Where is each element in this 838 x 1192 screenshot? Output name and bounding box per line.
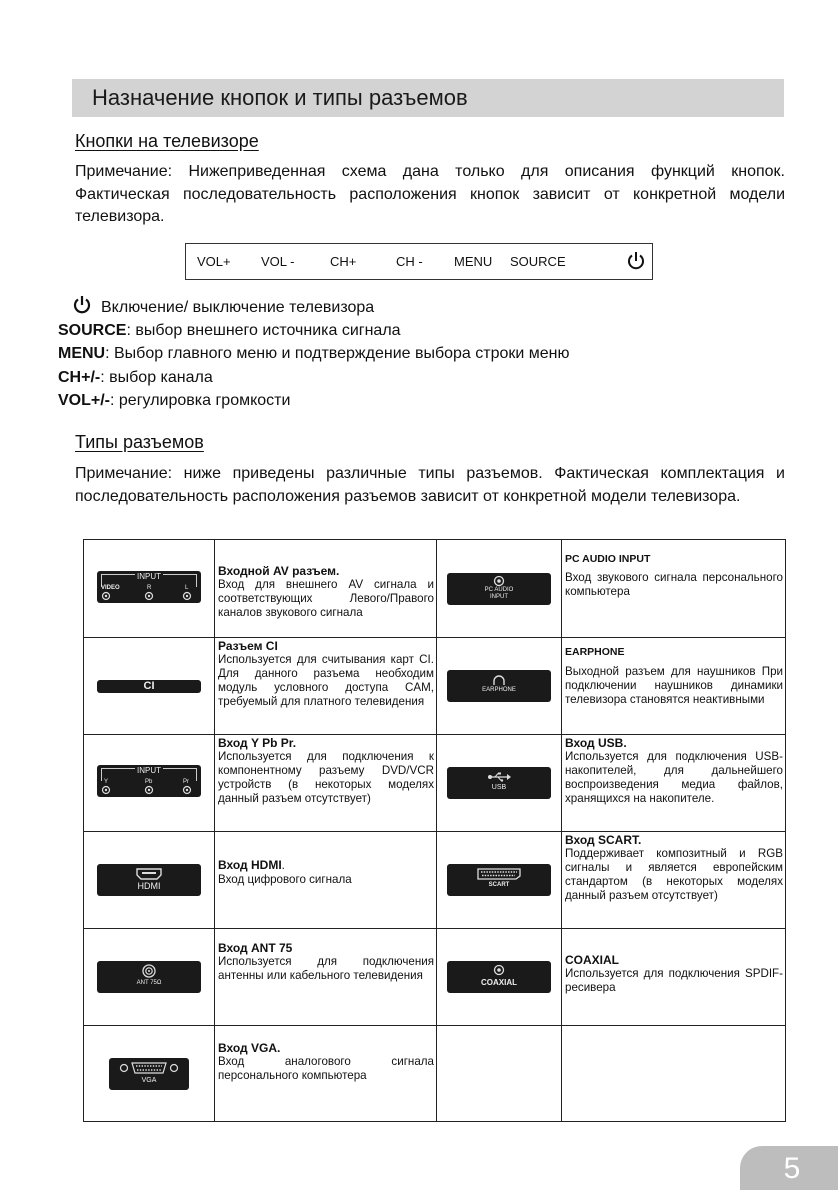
buttons-note: Примечание: Нижеприведенная схема дана только для описания функций кнопок. Фактическая последовательность расположения кнопок зависит от конкретной модели телевизора. [75, 163, 785, 225]
power-icon [627, 251, 645, 271]
earphone-text: Выходной разъем для наушников При подключении наушников динамики телевизора становятся неактивными [565, 665, 783, 706]
ci-slot-panel: CI [97, 680, 201, 693]
coaxial-desc [562, 929, 786, 1026]
pc-audio-label: PC AUDIO [484, 586, 514, 593]
pb-label: Pb [145, 779, 153, 785]
ch-desc-text: : выбор канала [100, 369, 213, 386]
ant-image [84, 929, 215, 1026]
usb-desc [562, 735, 786, 832]
scart-desc [562, 832, 786, 929]
source-description [58, 320, 401, 342]
vga-desc [215, 1026, 437, 1122]
ch-key: CH+/- [58, 369, 101, 386]
av-r-label: R [147, 584, 152, 591]
power-description [58, 295, 374, 319]
connectors-note: Примечание: ниже приведены различные типы разъемов. Фактическая комплектация и последовательность расположения разъемов зависит от конкретной модели телевизора. [75, 465, 785, 505]
vol-plus-label: VOL+ [197, 254, 231, 269]
ypbpr-image [84, 735, 215, 832]
av-jacks-icon [97, 590, 201, 602]
ci-text: Используется для считывания карт CI. Для данного разъема необходим модуль условного доступа CAM, требуемый для платного телевидения [218, 653, 434, 708]
coax-antenna-icon [142, 964, 156, 978]
ant-label: ANT 75Ω [136, 980, 162, 986]
source-label: SOURCE [510, 254, 566, 269]
pc-audio-text: Вход звукового сигнала персонального компьютера [565, 571, 783, 598]
empty-cell [437, 1026, 562, 1122]
scart-label: SCART [488, 882, 510, 888]
av-input-desc [215, 540, 437, 638]
pc-audio-image [437, 540, 562, 638]
buttons-heading: Кнопки на телевизоре [75, 131, 259, 151]
ant-text: Используется для подключения антенны или кабельного телевидения [218, 955, 434, 982]
hdmi-desc [215, 832, 437, 929]
vol-minus-label: VOL - [261, 254, 295, 269]
earphone-desc [562, 638, 786, 735]
usb-panel [447, 767, 551, 799]
scart-port-icon [477, 868, 521, 880]
ci-title: Разъем CI [218, 639, 278, 653]
coaxial-image [437, 929, 562, 1026]
menu-description [58, 343, 570, 365]
hdmi-image [84, 832, 215, 929]
ypbpr-text: Используется для подключения к компонентному разъему DVD/VCR устройств (в некоторых моделях данный разъем отсутствует) [218, 750, 434, 805]
table-row [84, 1026, 786, 1122]
earphone-image [437, 638, 562, 735]
button-panel-diagram [185, 243, 653, 280]
av-l-label: L [185, 584, 189, 591]
section-title-bar [72, 79, 784, 117]
menu-label: MENU [454, 254, 493, 269]
vol-key: VOL+/- [58, 392, 111, 409]
table-row [84, 540, 786, 638]
ypbpr-desc [215, 735, 437, 832]
coaxial-panel [447, 961, 551, 993]
av-video-label: VIDEO [101, 584, 120, 591]
pc-audio-title: PC AUDIO INPUT [565, 553, 651, 565]
hdmi-title: Вход HDMI [218, 858, 282, 872]
scart-title: Вход SCART. [565, 833, 642, 847]
page-title: Назначение кнопок и типы разъемов [92, 85, 468, 110]
empty-cell [562, 1026, 786, 1122]
pc-audio-input-label: INPUT [490, 593, 508, 600]
table-row [84, 638, 786, 735]
y-label: Y [104, 779, 109, 785]
usb-label: USB [491, 784, 507, 791]
table-row [84, 929, 786, 1026]
coaxial-jack-icon [493, 964, 505, 976]
ypbpr-panel [97, 765, 201, 797]
connectors-heading: Типы разъемов [75, 432, 204, 452]
coaxial-label: COAXIAL [481, 978, 517, 987]
vga-title: Вход VGA. [218, 1041, 281, 1055]
menu-key: MENU [58, 345, 106, 362]
source-desc-text: : выбор внешнего источника сигнала [126, 322, 401, 339]
usb-image [437, 735, 562, 832]
earphone-label: EARPHONE [482, 687, 516, 693]
hdmi-text: Вход цифрового сигнала [218, 873, 352, 886]
av-input-text: Вход для внешнего AV сигнала и соответствующих Левого/Правого каналов звукового сигнала [218, 578, 434, 619]
earphone-panel [447, 670, 551, 702]
vga-text: Вход аналогового сигнала персонального компьютера [218, 1055, 434, 1082]
vga-label: VGA [141, 1076, 157, 1084]
ch-description [58, 367, 213, 389]
vga-port-icon [119, 1061, 179, 1075]
page-number: 5 [783, 1152, 801, 1185]
ypbpr-title: Вход Y Pb Pr. [218, 736, 297, 750]
av-input-panel [97, 571, 201, 603]
audio-jack-icon [493, 575, 505, 587]
ant-desc [215, 929, 437, 1026]
ant-title: Вход ANT 75 [218, 941, 293, 955]
earphone-title: EARPHONE [565, 646, 625, 658]
usb-title: Вход USB. [565, 736, 627, 750]
power-desc-text: Включение/ выключение телевизора [101, 299, 375, 316]
page-number-tab [740, 1146, 838, 1190]
scart-panel [447, 864, 551, 896]
headphones-icon [492, 674, 506, 686]
av-input-image [84, 540, 215, 638]
ch-minus-label: CH - [396, 254, 423, 269]
vol-description [58, 390, 290, 412]
table-row [84, 735, 786, 832]
hdmi-panel [97, 864, 201, 896]
coaxial-title: COAXIAL [565, 953, 619, 967]
ch-plus-label: CH+ [330, 254, 357, 269]
ant-panel [97, 961, 201, 993]
av-input-label: INPUT [137, 571, 161, 581]
vga-image [84, 1026, 215, 1122]
component-jacks-icon [97, 784, 201, 796]
hdmi-label: HDMI [137, 881, 161, 891]
table-row [84, 832, 786, 929]
hdmi-port-icon [136, 868, 162, 880]
menu-desc-text: : Выбор главного меню и подтверждение выбора строки меню [105, 345, 570, 362]
vol-desc-text: : регулировка громкости [110, 392, 291, 409]
connectors-table [83, 539, 786, 1122]
usb-text: Используется для подключения USB-накопителей, для дальнейшего воспроизведения медиа файлов, хранящихся на накопителе. [565, 750, 783, 805]
power-icon [73, 295, 91, 315]
coaxial-text: Используется для подключения SPDIF-ресивера [565, 967, 783, 994]
pc-audio-panel [447, 573, 551, 605]
av-input-title: Входной AV разъем. [218, 564, 340, 578]
scart-text: Поддерживает композитный и RGB сигналы и является европейским стандартом (в некоторых моделях данный разъем отсутствует) [565, 847, 783, 902]
scart-image [437, 832, 562, 929]
ci-desc [215, 638, 437, 735]
source-key: SOURCE [58, 322, 127, 339]
usb-icon [487, 772, 511, 782]
vga-panel [109, 1058, 189, 1090]
ypbpr-input-label: INPUT [137, 766, 161, 775]
pc-audio-desc [562, 540, 786, 638]
ci-image [84, 638, 215, 735]
pr-label: Pr [183, 779, 189, 785]
hdmi-title-suffix: . [281, 859, 285, 872]
